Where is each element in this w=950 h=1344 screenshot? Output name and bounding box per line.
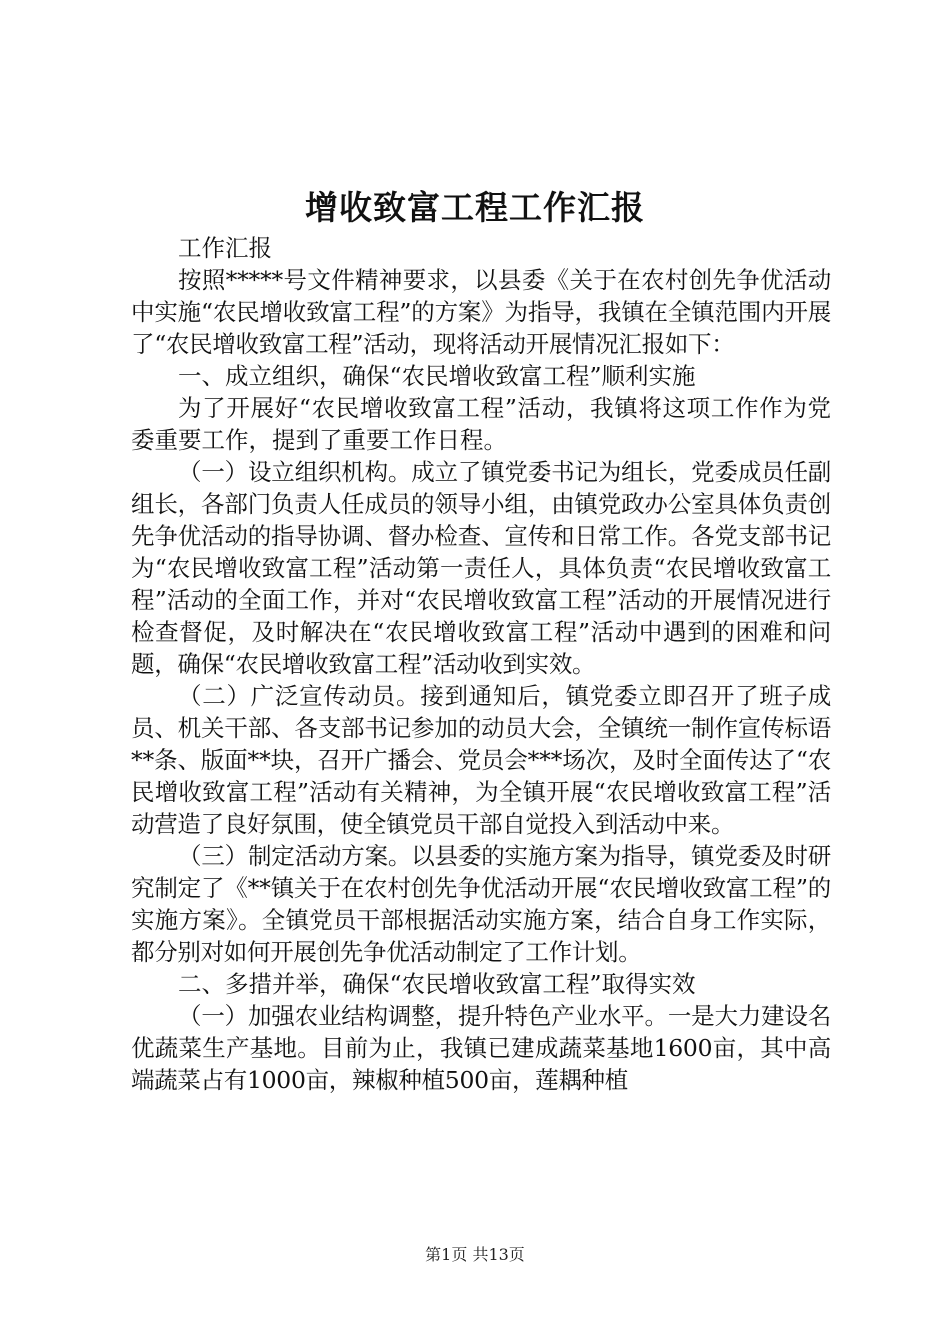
document-title: 增收致富工程工作汇报 [305,188,645,227]
paragraph-organization: （一）设立组织机构。成立了镇党委书记为组长，党委成员任副组长，各部门负责人任成员的领导小组，由镇党政办公室具体负责创先争优活动的指导协调、督办检查、宣传和日常工作。各党支部书记为“农民增收致富工程”活动第一责任人，具体负责“农民增收致富工程”活动的全面工作，并对“农民增收致富工程”活动的开展情况进行检查督促，及时解决在“农民增收致富工程”活动中遇到的困难和问题，确保“农民增收致富工程”活动收到实效。 [131,458,831,678]
section-heading-2: 二、多措并举，确保“农民增收致富工程”取得实效 [178,970,696,998]
document-body [131,232,831,1096]
paragraph-agriculture: （一）加强农业结构调整，提升特色产业水平。一是大力建设名优蔬菜生产基地。目前为止，我镇已建成蔬菜基地1600亩，其中高端蔬菜占有1000亩，辣椒种植500亩，莲耦种植 [131,1002,831,1094]
page-footer: 第1页 共13页 [425,1245,525,1264]
paragraph-intro: 按照*****号文件精神要求，以县委《关于在农村创先争优活动中实施“农民增收致富工程”的方案》为指导，我镇在全镇范围内开展了“农民增收致富工程”活动，现将活动开展情况汇报如下： [131,266,831,358]
paragraph-section-1-intro: 为了开展好“农民增收致富工程”活动，我镇将这项工作作为党委重要工作，提到了重要工作日程。 [131,394,831,454]
paragraph-publicity: （二）广泛宣传动员。接到通知后，镇党委立即召开了班子成员、机关干部、各支部书记参加的动员大会，全镇统一制作宣传标语**条、版面**块，召开广播会、党员会***场次，及时全面传达了“农民增收致富工程”活动有关精神，为全镇开展“农民增收致富工程”活动营造了良好氛围，使全镇党员干部自觉投入到活动中来。 [131,682,831,838]
section-heading-1: 一、成立组织，确保“农民增收致富工程”顺利实施 [178,362,696,390]
paragraph-plan: （三）制定活动方案。以县委的实施方案为指导，镇党委及时研究制定了《**镇关于在农村创先争优活动开展“农民增收致富工程”的实施方案》。全镇党员干部根据活动实施方案，结合自身工作实际，都分别对如何开展创先争优活动制定了工作计划。 [131,842,831,966]
paragraph-heading-label: 工作汇报 [178,234,272,262]
